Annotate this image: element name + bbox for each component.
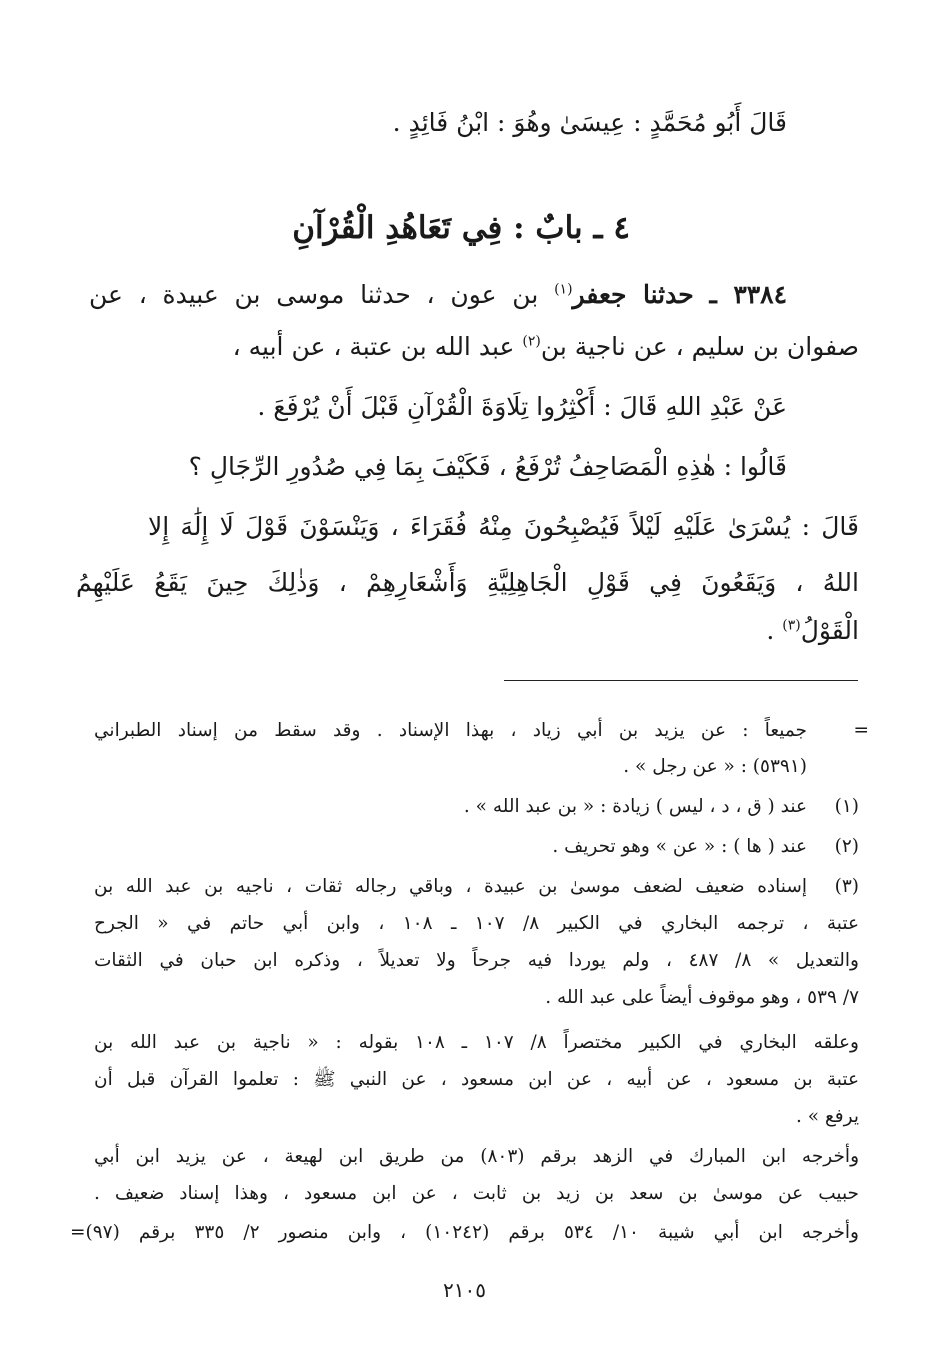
- footnote-2-number: (٢): [834, 836, 859, 857]
- footnote-3-line: وأخرجه ابن المبارك في الزهد برقم (٨٠٣) من طريق ابن لهيعة ، عن يزيد ابن أبي: [94, 1146, 859, 1167]
- hadith-number: ٣٣٨٤ ـ: [709, 280, 788, 309]
- footnote-3-line: عتبة ، ترجمه البخاري في الكبير ٨/ ١٠٧ ـ ١٠٨ ، وابن أبي حاتم في « الجرح: [94, 913, 860, 934]
- hadith-isnad-line-1: [89, 280, 787, 309]
- footnote-separator: [504, 680, 858, 681]
- footnote-ref-2[interactable]: (٢): [522, 333, 541, 350]
- continuation-line-2: (٥٣٩١) : « عن رجل » .: [623, 756, 807, 777]
- hadith-matn-line-5: [766, 616, 859, 645]
- narrator-note: قَالَ أَبُو مُحَمَّدٍ : عِيسَىٰ وهُوَ : ابْنُ فَائِدٍ .: [392, 108, 787, 137]
- hadith-matn-line-3: قَالَ : يُسْرَىٰ عَلَيْهِ لَيْلاً فَيُصْبِحُونَ مِنْهُ فُقَرَاءَ ، وَيَنْسَوْنَ قَوْلَ لَا إِلَٰهَ إِلا: [148, 512, 859, 541]
- hadith-opening: حدثنا جعفر: [572, 280, 694, 309]
- footnote-3-line: إسناده ضعيف لضعف موسىٰ بن عبيدة ، وباقي رجاله ثقات ، ناجيه بن عبد الله بن: [94, 876, 807, 897]
- hadith-matn-line-4: اللهُ ، وَيَقَعُونَ فِي قَوْلِ الْجَاهِلِيَّةِ وَأَشْعَارِهِمْ ، وَذٰلِكَ حِينَ يَقَعُ عَلَيْهِمُ: [76, 568, 859, 597]
- footnote-3-line: ٧/ ٥٣٩ ، وهو موقوف أيضاً على عبد الله .: [545, 987, 859, 1008]
- continuation-line-1: جميعاً : عن يزيد بن أبي زياد ، بهذا الإسناد . وقد سقط من إسناد الطبراني: [94, 720, 807, 741]
- footnote-3-line: حبيب عن موسىٰ بن سعد بن زيد بن ثابت ، عن ابن مسعود ، وهذا إسناد ضعيف .: [94, 1183, 859, 1204]
- hadith-matn-line-2: قَالُوا : هٰذِهِ الْمَصَاحِفُ تُرْفَعُ ، فَكَيْفَ بِمَا فِي صُدُورِ الرِّجَالِ ؟: [188, 452, 787, 481]
- footnote-3-line: وأخرجه ابن أبي شيبة ١٠/ ٥٣٤ برقم (١٠٢٤٢) ، وابن منصور ٢/ ٣٣٥ برقم (٩٧)=: [70, 1222, 859, 1243]
- footnote-2-text: عند ( ها ) : « عن » وهو تحريف .: [552, 836, 807, 857]
- matn-end: .: [766, 616, 775, 645]
- footnote-ref-3[interactable]: (٣): [782, 617, 801, 634]
- footnote-3-number: (٣): [834, 876, 859, 897]
- footnote-3-line: وعلقه البخاري في الكبير مختصراً ٨/ ١٠٧ ـ ١٠٨ بقوله : « ناجية بن عبد الله بن: [94, 1032, 859, 1053]
- hadith-matn-line-1: عَنْ عَبْدِ اللهِ قَالَ : أَكْثِرُوا تِلَاوَةَ الْقُرْآنِ قَبْلَ أَنْ يُرْفَعَ .: [257, 392, 787, 421]
- hadith-isnad-line-2: [233, 332, 859, 361]
- footnote-1-number: (١): [834, 796, 859, 817]
- chapter-heading: ٤ ـ بابٌ : فِي تَعَاهُدِ الْقُرْآنِ: [292, 210, 630, 246]
- matn-word: الْقَوْلُ: [800, 616, 859, 645]
- footnote-3-line: عتبة بن مسعود ، عن أبيه ، عن ابن مسعود ، عن النبي ﷺ : تعلموا القرآن قبل أن: [94, 1069, 859, 1090]
- continuation-mark: =: [853, 720, 869, 741]
- isnad-text: بن عون ، حدثنا موسى بن عبيدة ، عن: [89, 280, 539, 309]
- isnad-text: عبد الله بن عتبة ، عن أبيه ،: [232, 332, 515, 361]
- footnote-3-line: يرفع » .: [795, 1106, 859, 1127]
- footnote-1-text: عند ( ق ، د ، ليس ) زيادة : « بن عبد الله » .: [463, 796, 807, 817]
- page-number: ٢١٠٥: [443, 1278, 486, 1302]
- footnote-ref-1[interactable]: (١): [554, 281, 573, 298]
- isnad-text: صفوان بن سليم ، عن ناجية بن: [540, 332, 859, 361]
- footnote-3-line: والتعديل » ٨/ ٤٨٧ ، ولم يوردا فيه جرحاً ولا تعديلاً ، وذكره ابن حبان في الثقات: [94, 950, 859, 971]
